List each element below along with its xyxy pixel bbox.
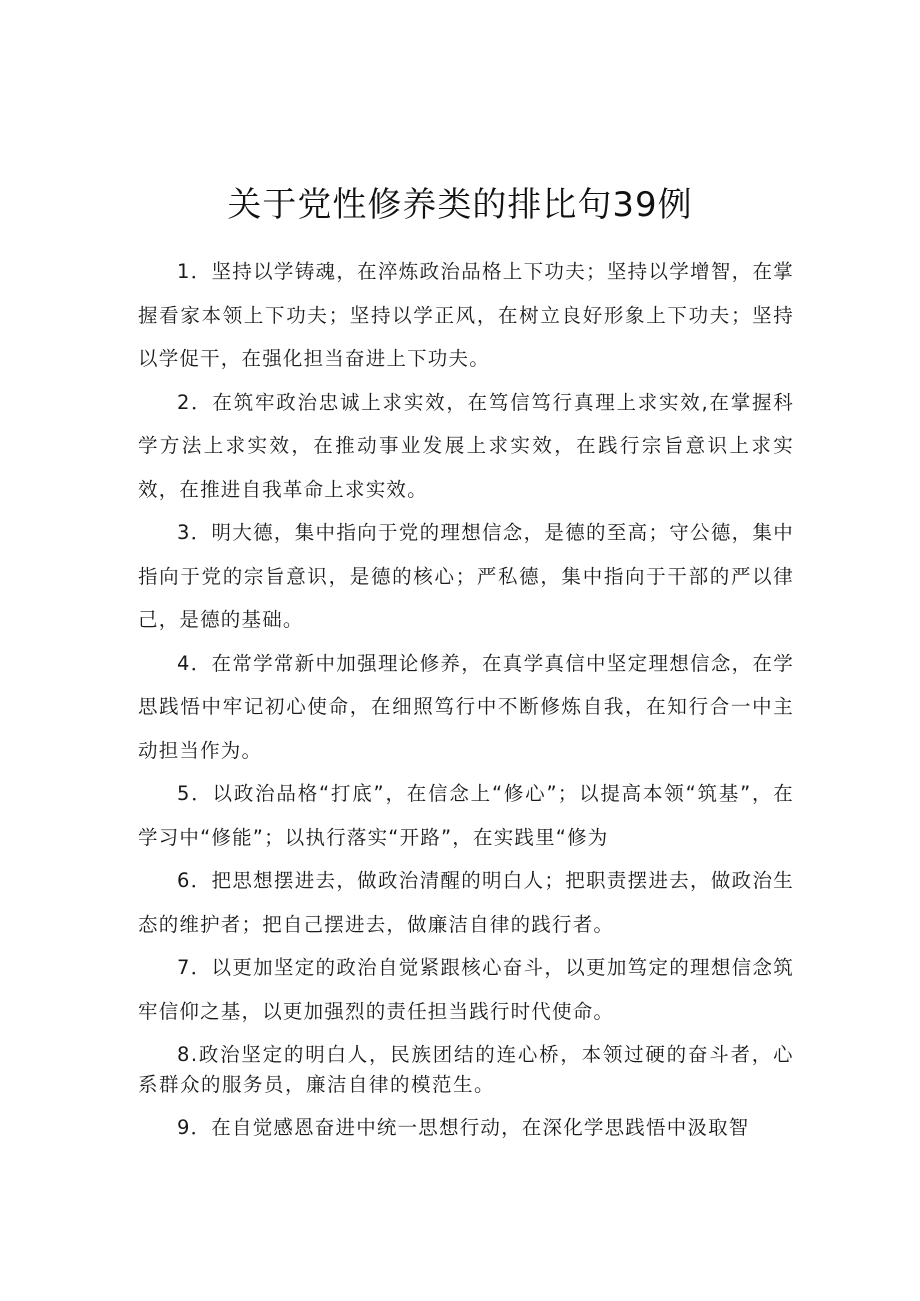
document-body xyxy=(138,250,794,1150)
paragraph-9: 9．在自觉感恩奋进中统一思想行动，在深化学思践悟中汲取智 xyxy=(177,1116,750,1139)
paragraph-5: 5．以政治品格“打底”，在信念上“修心”；以提高本领“筑基”，在学习中“修能”；以执行落实“开路”，在实践里“修为 xyxy=(138,782,794,849)
paragraph-1: 1．坚持以学铸魂，在淬炼政治品格上下功夫；坚持以学增智，在掌握看家本领上下功夫；坚持以学正风，在树立良好形象上下功夫；坚持以学促干，在强化担当奋进上下功夫。 xyxy=(138,260,794,370)
paragraph-6: 6．把思想摆进去，做政治清醒的明白人；把职责摆进去，做政治生态的维护者；把自己摆进去，做廉洁自律的践行者。 xyxy=(138,869,794,936)
paragraph-8: 8.政治坚定的明白人，民族团结的连心桥，本领过硬的奋斗者，心系群众的服务员，廉洁自律的模范生。 xyxy=(138,1043,794,1096)
page-title: 关于党性修养类的排比句39例 xyxy=(227,184,693,225)
paragraph-3: 3．明大德，集中指向于党的理想信念，是德的至高；守公德，集中指向于党的宗旨意识，是德的核心；严私德，集中指向于干部的严以律己，是德的基础。 xyxy=(138,521,794,631)
paragraph-2: 2．在筑牢政治忠诚上求实效，在笃信笃行真理上求实效,在掌握科学方法上求实效，在推动事业发展上求实效，在践行宗旨意识上求实效，在推进自我革命上求实效。 xyxy=(138,390,794,501)
paragraph-4: 4．在常学常新中加强理论修养，在真学真信中坚定理想信念，在学思践悟中牢记初心使命，在细照笃行中不断修炼自我，在知行合一中主动担当作为。 xyxy=(138,651,794,762)
paragraph-7: 7．以更加坚定的政治自觉紧跟核心奋斗，以更加笃定的理想信念筑牢信仰之基，以更加强烈的责任担当践行时代使命。 xyxy=(138,956,794,1023)
